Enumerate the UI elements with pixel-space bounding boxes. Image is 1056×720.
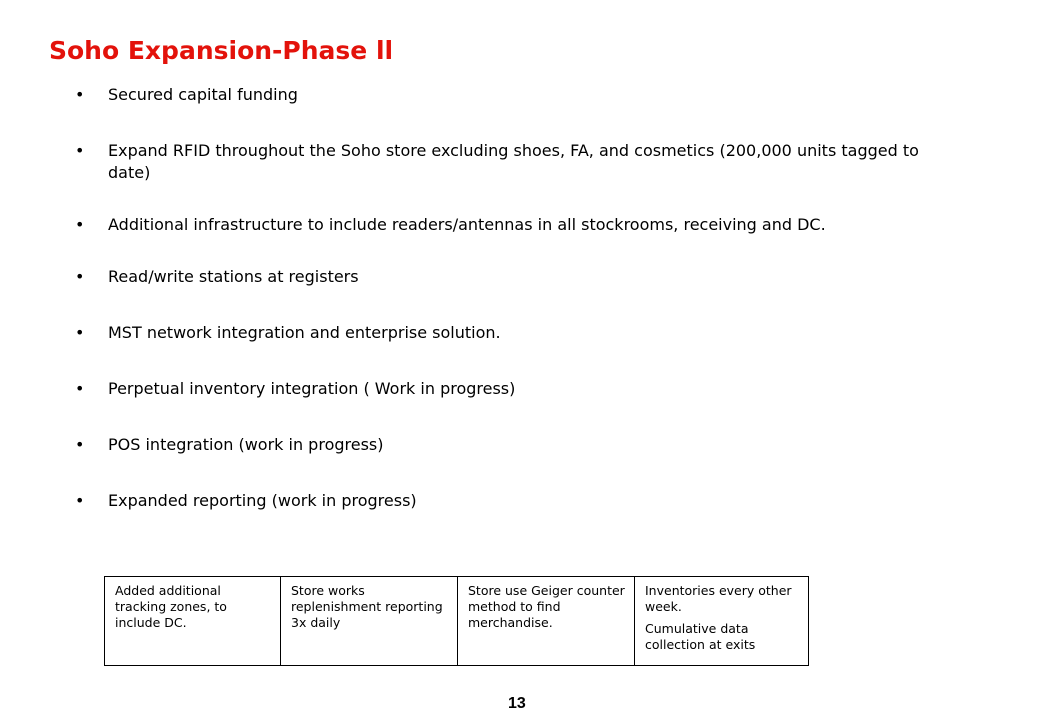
cell-text: Store works replenishment reporting 3x daily	[291, 583, 443, 630]
bullet-item	[72, 322, 952, 344]
table-cell	[105, 577, 281, 666]
slide-title: Soho Expansion-Phase ll	[49, 36, 394, 65]
table-cell	[458, 577, 635, 666]
table-cell	[281, 577, 458, 666]
bullet-dot-icon: •	[75, 491, 85, 510]
bullet-list	[72, 84, 952, 546]
bullet-dot-icon: •	[75, 215, 85, 234]
bullet-item	[72, 140, 952, 184]
bullet-item	[72, 84, 952, 106]
cell-text: Inventories every other week.	[645, 583, 792, 614]
bullet-item	[72, 266, 952, 288]
bullet-dot-icon: •	[75, 435, 85, 454]
page-number: 13	[508, 695, 526, 712]
table-cell	[635, 577, 809, 666]
bullet-text: Additional infrastructure to include readers/antennas in all stockrooms, receiving and DC.	[108, 215, 826, 234]
bullet-text: MST network integration and enterprise solution.	[108, 323, 501, 342]
bullet-item	[72, 490, 952, 512]
table-row	[105, 577, 809, 666]
bullet-text: Expanded reporting (work in progress)	[108, 491, 417, 510]
bullet-item	[72, 434, 952, 456]
bullet-dot-icon: •	[75, 323, 85, 342]
status-table	[104, 576, 809, 666]
cell-text: Cumulative data collection at exits	[645, 621, 756, 652]
bullet-text: POS integration (work in progress)	[108, 435, 384, 454]
bullet-item	[72, 378, 952, 400]
cell-text: Store use Geiger counter method to find merchandise.	[468, 583, 625, 630]
bullet-dot-icon: •	[75, 85, 85, 104]
bullet-item	[72, 214, 952, 236]
bullet-text: Read/write stations at registers	[108, 267, 359, 286]
cell-text: Added additional tracking zones, to include DC.	[115, 583, 227, 630]
bullet-dot-icon: •	[75, 267, 85, 286]
bullet-text: Perpetual inventory integration ( Work in progress)	[108, 379, 516, 398]
bullet-text: Expand RFID throughout the Soho store excluding shoes, FA, and cosmetics (200,000 units tagged to date)	[108, 141, 919, 182]
bullet-dot-icon: •	[75, 141, 85, 160]
bullet-dot-icon: •	[75, 379, 85, 398]
bullet-text: Secured capital funding	[108, 85, 298, 104]
